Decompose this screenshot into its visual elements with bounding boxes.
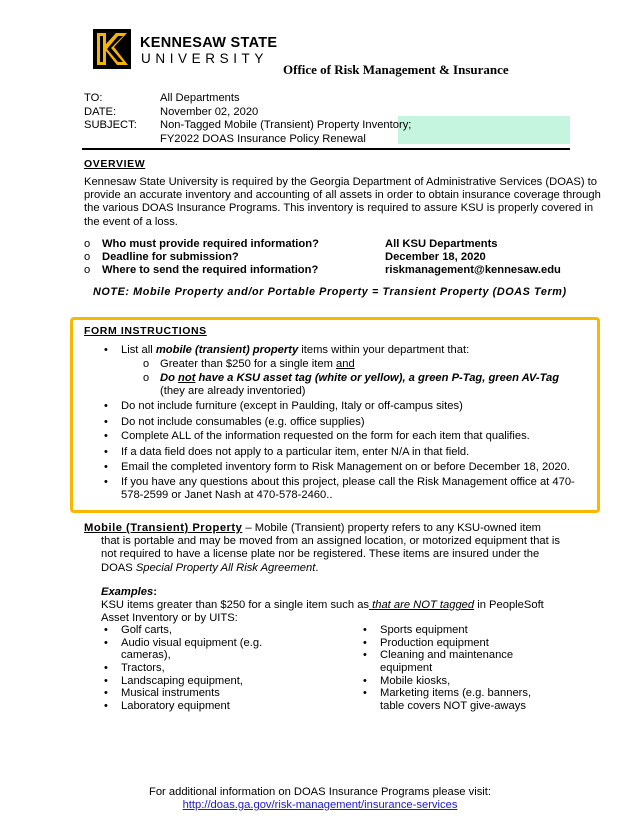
examples-text: in PeopleSoft [474,599,544,612]
overview-text [84,176,601,229]
definition-emphasis: Special Property All Risk Agreement [135,561,316,574]
item-text: Greater than $250 for a single item [160,358,336,370]
question-text: Where to send the required information? [102,264,319,276]
bullet-icon: • [363,687,367,699]
example-item: Sports equipment [380,624,468,636]
example-item: Cleaning and maintenance [380,649,514,661]
item-emphasis: mobile (transient) property [155,344,299,356]
example-item: Laboratory equipment [121,700,230,712]
definition-line: that is portable and may be moved from an assigned location, or motorized equipment that is [101,535,560,548]
examples-label: Examples [101,586,154,598]
bullet-icon: • [104,416,108,428]
overview-heading: OVERVIEW [84,158,146,170]
subject-label: SUBJECT: [84,119,137,131]
question-row [84,238,584,251]
circle-bullet: o [84,251,91,263]
item-text: have a KSU asset tag (white or yellow), a green P-Tag, green AV-Tag [195,372,560,384]
example-item-continued: cameras), [121,649,171,661]
ksu-logo-icon [92,28,132,70]
sub-item [160,372,559,386]
examples-heading [101,586,544,599]
logo-subtitle: UNIVERSITY [141,51,269,66]
bullet-icon: • [104,662,108,674]
answer-text: December 18, 2020 [385,251,486,263]
item-underline: not [178,372,196,384]
subject-highlight [398,116,570,144]
bullet-icon: • [104,344,108,356]
footer-text: For additional information on DOAS Insurance Programs please visit: [149,786,491,798]
subject-line2: FY2022 DOAS Insurance Policy Renewal [160,132,366,145]
subject-line1: Non-Tagged Mobile (Transient) Property Inventory; [160,119,412,131]
list-item: Complete ALL of the information requested on the form for each item that qualifies. [121,430,530,442]
bullet-icon: • [363,649,367,661]
examples-colon: : [153,586,157,598]
to-value: All Departments [160,92,240,104]
example-item: Tractors, [121,662,165,674]
date-label: DATE: [84,105,117,118]
item-text: List all [121,344,156,356]
item-text: items within your department that: [298,344,470,356]
overview-line: Kennesaw State University is required by the Georgia Department of Administrative Services (DOAS) to [84,176,597,188]
definition-text: – Mobile (Transient) property refers to any KSU-owned item [242,522,542,534]
sub-item-continued: (they are already inventoried) [160,385,306,397]
example-item: Landscaping equipment, [121,675,243,687]
bullet-icon: • [363,675,367,687]
examples-text: KSU items greater than $250 for a single item such as [101,599,370,612]
bullet-icon: • [104,430,108,442]
example-item: Golf carts, [121,624,172,636]
sub-item [160,358,355,372]
question-text: Deadline for submission? [102,251,239,263]
definition-line [101,562,574,575]
bullet-icon: • [104,400,108,412]
answer-text: riskmanagement@kennesaw.edu [385,264,561,276]
bullet-icon: • [104,624,108,636]
example-item: Musical instruments [121,687,220,699]
question-row [84,264,584,277]
bullet-icon: • [104,637,108,649]
list-item: Do not include furniture (except in Paulding, Italy or off-campus sites) [121,400,463,412]
bullet-icon: • [104,700,108,712]
question-text: Who must provide required information? [102,238,319,250]
circle-bullet: o [143,372,150,384]
examples-intro: Asset Inventory or by UITS: [101,612,238,625]
list-item: If a data field does not apply to a particular item, enter N/A in that field. [121,446,470,458]
example-item: Production equipment [380,637,489,649]
memo-header [84,92,411,146]
examples-emphasis: that are NOT tagged [369,599,475,612]
bullet-icon: • [104,675,108,687]
item-underline: and [336,358,355,370]
example-item: Mobile kiosks, [380,675,451,687]
overview-line: provide an accurate inventory and accounting of all assets in order to obtain insurance coverage through [84,189,601,202]
overview-line: the event of a loss. [84,215,178,228]
bullet-icon: • [104,461,108,473]
definition-text: . [315,561,319,574]
examples-section [101,586,544,626]
bullet-icon: • [363,624,367,636]
list-item: If you have any questions about this project, please call the Risk Management office at 470- [121,476,575,488]
definition-text: DOAS [101,561,136,574]
example-item: Audio visual equipment (e.g. [121,637,263,649]
list-item: Email the completed inventory form to Risk Management on or before December 18, 2020. [121,461,570,473]
logo-name: KENNESAW STATE [140,35,278,51]
footer-link-row [0,799,640,811]
circle-bullet: o [143,358,150,370]
overview-line: the various DOAS Insurance Programs. This inventory is required to assure KSU is properly covered in [84,202,594,215]
example-item-continued: table covers NOT give-aways [380,700,526,712]
question-row [84,251,584,264]
bullet-icon: • [104,687,108,699]
date-value: November 02, 2020 [160,105,259,118]
question-list [84,238,584,277]
example-item-continued: equipment [380,662,433,674]
list-item-continued: 578-2599 or Janet Nash at 470-578-2460.. [121,489,333,501]
definition-line [84,522,574,535]
bullet-icon: • [363,637,367,649]
definition-term: Mobile (Transient) Property [84,522,243,534]
doas-link[interactable]: http://doas.ga.gov/risk-management/insurance-services [182,799,458,811]
example-item: Marketing items (e.g. banners, [380,687,532,699]
bullet-icon: • [104,476,108,488]
transient-note: NOTE: Mobile Property and/or Portable Property = Transient Property (DOAS Term) [93,286,567,298]
form-instructions-heading: FORM INSTRUCTIONS [84,325,207,337]
list-item [121,344,469,358]
circle-bullet: o [84,238,91,250]
list-item: Do not include consumables (e.g. office supplies) [121,416,365,428]
circle-bullet: o [84,264,91,276]
bullet-icon: • [104,446,108,458]
examples-intro [101,599,544,612]
to-label: TO: [84,92,103,104]
answer-text: All KSU Departments [385,238,498,250]
mobile-definition [84,522,574,575]
header-rule [82,148,570,150]
definition-line: not required to have a license plate nor be registered. These items are insured under the [101,548,540,561]
item-text: Do [160,372,179,384]
office-title: Office of Risk Management & Insurance [283,62,509,77]
